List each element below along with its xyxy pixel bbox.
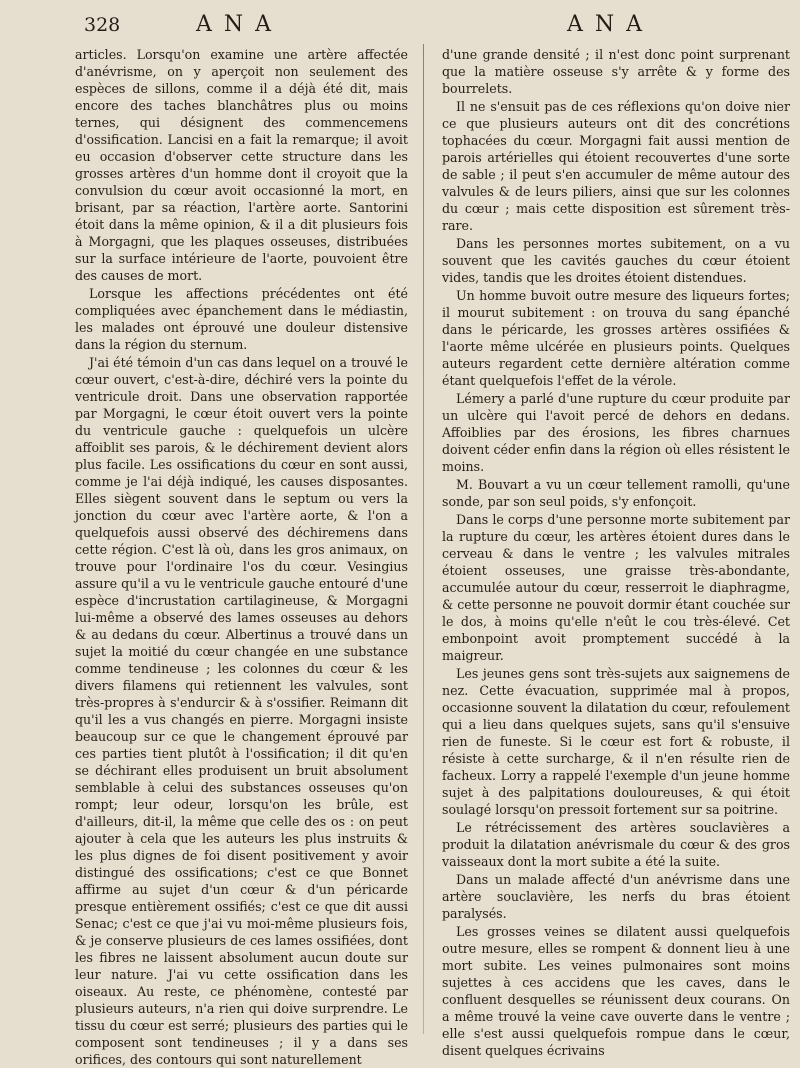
paragraph: Il ne s'ensuit pas de ces réflexions qu'on doive nier ce que plusieurs auteurs ont dit des concrétions tophacées du cœur. Morgagni fait aussi mention de parois artérielles qui étoient recouvertes d'une sorte de sable ; il peut s'en accumuler de même autour des valvules & de leurs piliers, ainsi que sur les colonnes du cœur ; mais cette disposition est sûrement très-rare. [442,99,790,233]
running-head-right: ANA [567,12,655,37]
paragraph: Lorsque les affections précédentes ont été compliquées avec épanchement dans le médiastin, les malades ont éprouvé une douleur distensive dans la région du sternum. [75,286,408,352]
paragraph: Le rétrécissement des artères souclavières a produit la dilatation anévrismale du cœur & des gros vaisseaux dont la mort subite a été la suite. [442,820,790,869]
paragraph: M. Bouvart a vu un cœur tellement ramolli, qu'une sonde, par son seul poids, s'y enfonçoit. [442,477,790,509]
column-divider [423,44,424,1034]
paragraph: Un homme buvoit outre mesure des liqueurs fortes; il mourut subitement : on trouva du sang épanché dans le péricarde, les grosses artères ossifiées & l'aorte même ulcérée en plusieurs points. Quelques auteurs regardent cette dernière altération comme étant quelquefois l'effet de la vérole. [442,288,790,388]
running-head-left: ANA [196,12,284,37]
right-column [442,46,790,1058]
page-number: 328 [84,14,121,36]
left-column [75,46,408,1067]
paragraph: Lémery a parlé d'une rupture du cœur produite par un ulcère qui l'avoit percé de dehors en dedans. Affoiblies par des érosions, les fibres charnues doivent céder enfin dans la région où elles résistent le moins. [442,391,790,474]
paragraph: Les grosses veines se dilatent aussi quelquefois outre mesure, elles se rompent & donnent lieu à une mort subite. Les veines pulmonaires sont moins sujettes à ces accidens que les caves, dans le confluent desquelles se réunissent deux courans. On a même trouvé la veine cave ouverte dans le ventre ; elle s'est aussi quelquefois rompue dans le cœur, disent quelques écrivains [442,924,790,1058]
paragraph: J'ai été témoin d'un cas dans lequel on a trouvé le cœur ouvert, c'est-à-dire, déchiré vers la pointe du ventricule droit. Dans une observation rapportée par Morgagni, le cœur étoit ouvert vers la pointe du ventricule gauche : quelquefois un ulcère affoiblit ses parois, & le déchirement devient alors plus facile. Les ossifications du cœur en sont aussi, comme je l'ai déjà indiqué, les causes disposantes. Elles siègent souvent dans le septum ou vers la jonction du cœur avec l'artère aorte, & l'on a quelquefois aussi observé des déchiremens dans cette région. C'est là où, dans les gros animaux, on trouve pour l'ordinaire l'os du cœur. Vesingius assure qu'il a vu le ventricule gauche entouré d'une espèce d'incrustation cartilagineuse, & Morgagni lui-même a observé des lames osseuses au dehors & au dedans du cœur. Albertinus a trouvé dans un sujet la moitié du cœur changée en une substance comme tendineuse ; les colonnes du cœur & les divers filamens qui retiennent les valvules, sont très-propres à s'endurcir & à s'ossifier. Reimann dit qu'il les a vus changés en pierre. Morgagni insiste beaucoup sur ce que le changement éprouvé par ces parties tient plutôt à l'ossification; il dit qu'en se déchirant elles produisent un bruit absolument semblable à celui des substances osseuses qu'on rompt; leur odeur, lorsqu'on les brûle, est d'ailleurs, dit-il, la même que celle des os : on peut ajouter à cela que les auteurs les plus instruits & les plus dignes de foi disent positivement y avoir distingué des ossifications; c'est ce que Bonnet affirme au sujet d'un cœur & d'un péricarde presque entièrement ossifiés; c'est ce que dit aussi Senac; c'est ce que j'ai vu moi-même plusieurs fois, & je conserve plusieurs de ces lames ossifiées, dont les fibres ne laissent absolument aucun doute sur leur nature. J'ai vu cette ossification dans les oiseaux. Au reste, ce phénomène, contesté par plusieurs auteurs, n'a rien qui doive surprendre. Le tissu du cœur est serré; plusieurs des parties qui le composent sont tendineuses ; il y a dans ses orifices, des contours qui sont naturellement [75,355,408,1067]
paragraph: Les jeunes gens sont très-sujets aux saignemens de nez. Cette évacuation, supprimée mal à propos, occasionne souvent la dilatation du cœur, refoulement qui a lieu dans quelques sujets, sans qu'il s'ensuive rien de funeste. Si le cœur est fort & robuste, il résiste à cette surcharge, & il n'en résulte rien de facheux. Lorry a rappelé l'exemple d'un jeune homme sujet à des palpitations douloureuses, & qui étoit soulagé lorsqu'on pressoit fortement sur sa poitrine. [442,666,790,817]
paragraph: Dans un malade affecté d'un anévrisme dans une artère souclavière, les nerfs du bras étoient paralysés. [442,872,790,921]
paragraph: Dans les personnes mortes subitement, on a vu souvent que les cavités gauches du cœur étoient vides, tandis que les droites étoient distendues. [442,236,790,285]
paragraph: d'une grande densité ; il n'est donc point surprenant que la matière osseuse s'y arrête & y forme des bourrelets. [442,47,790,96]
page-header [0,10,800,40]
paragraph: Dans le corps d'une personne morte subitement par la rupture du cœur, les artères étoient dures dans le cerveau & dans le ventre ; les valvules mitrales étoient osseuses, une graisse très-abondante, accumulée autour du cœur, resserroit le diaphragme, & cette personne ne pouvoit dormir étant couchée sur le dos, à moins qu'elle n'eût le cou très-élevé. Cet embonpoint avoit promptement succédé à la maigreur. [442,512,790,663]
paragraph: articles. Lorsqu'on examine une artère affectée d'anévrisme, on y aperçoit non seulement des espèces de sillons, comme il a déjà été dit, mais encore des taches blanchâtres plus ou moins ternes, qui désignent des commencemens d'ossification. Lancisi en a fait la remarque; il avoit eu occasion d'observer cette structure dans les grosses artères d'un homme dont il croyoit que la convulsion du cœur avoit occasionné la mort, en brisant, par sa réaction, l'artère aorte. Santorini étoit dans la même opinion, & il a dit plusieurs fois à Morgagni, que les plaques osseuses, distribuées sur la surface intérieure de l'aorte, pouvoient être des causes de mort. [75,47,408,283]
